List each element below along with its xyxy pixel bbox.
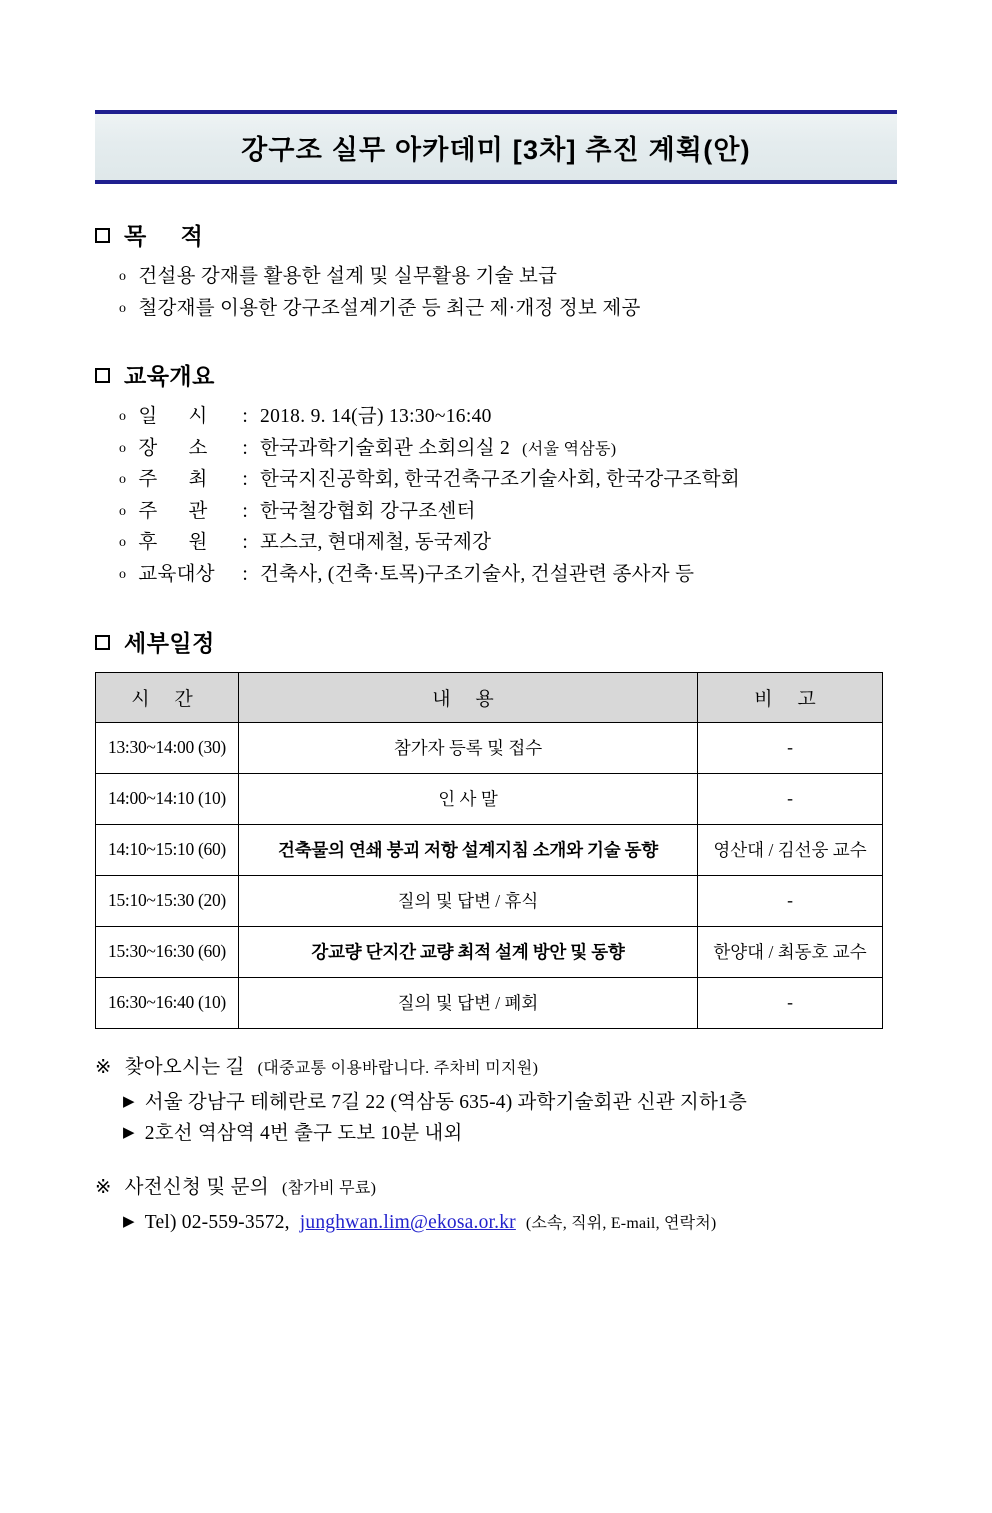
cell-content: 건축물의 연쇄 붕괴 저항 설계지침 소개와 기술 동향 bbox=[239, 824, 698, 875]
circle-bullet-icon: ο bbox=[119, 300, 127, 316]
overview-value: 2018. 9. 14(금) 13:30~16:40 bbox=[260, 406, 492, 428]
directions-title: 찾아오시는 길 bbox=[124, 1056, 245, 1078]
section-overview-heading bbox=[95, 358, 897, 391]
overview-label: 교육대상 bbox=[138, 564, 215, 586]
list-item bbox=[119, 293, 897, 325]
overview-separator: : bbox=[242, 406, 249, 428]
directions-heading bbox=[95, 1051, 897, 1079]
purpose-item-text: 철강재를 이용한 강구조설계기준 등 최근 제·개정 정보 제공 bbox=[138, 297, 641, 319]
cell-remark: 한양대 / 최동호 교수 bbox=[698, 926, 883, 977]
cell-time: 15:30~16:30 (60) bbox=[96, 926, 239, 977]
cell-content: 강교량 단지간 교량 최적 설계 방안 및 동향 bbox=[239, 926, 698, 977]
square-bullet-icon bbox=[95, 635, 110, 650]
overview-separator: : bbox=[242, 469, 249, 491]
section-purpose-title: 목 적 bbox=[124, 223, 217, 249]
cell-content: 질의 및 답변 / 휴식 bbox=[239, 875, 698, 926]
overview-label: 장 소 bbox=[138, 437, 208, 459]
contact-list bbox=[95, 1207, 897, 1238]
cell-content: 참가자 등록 및 접수 bbox=[239, 722, 698, 773]
overview-value: 포스코, 현대제철, 동국제강 bbox=[260, 532, 492, 554]
section-schedule-heading bbox=[95, 625, 897, 658]
directions-item-text: 서울 강남구 테헤란로 7길 22 (역삼동 635-4) 과학기술회관 신관 지하1층 bbox=[144, 1091, 747, 1113]
cell-time: 15:10~15:30 (20) bbox=[96, 875, 239, 926]
overview-value: 한국지진공학회, 한국건축구조기술사회, 한국강구조학회 bbox=[260, 469, 741, 491]
section-overview bbox=[95, 358, 897, 590]
square-bullet-icon bbox=[95, 228, 110, 243]
section-schedule-title: 세부일정 bbox=[124, 629, 215, 656]
overview-value: 건축사, (건축·토목)구조기술사, 건설관련 종사자 등 bbox=[260, 564, 695, 586]
overview-note: (서울 역삼동) bbox=[522, 440, 617, 458]
section-schedule bbox=[95, 625, 897, 1029]
purpose-item-text: 건설용 강재를 활용한 설계 및 실무활용 기술 보급 bbox=[138, 266, 558, 287]
list-item bbox=[119, 401, 897, 433]
contact-heading bbox=[95, 1171, 897, 1199]
list-item bbox=[119, 496, 897, 528]
list-item bbox=[119, 261, 897, 293]
contact-suffix: (소속, 직위, E-mail, 연락처) bbox=[525, 1215, 717, 1232]
cell-remark: 영산대 / 김선웅 교수 bbox=[698, 824, 883, 875]
column-header-content: 내 용 bbox=[239, 672, 698, 722]
overview-value: 한국철강협회 강구조센터 bbox=[260, 500, 476, 522]
column-header-remark: 비 고 bbox=[698, 672, 883, 722]
cell-time: 13:30~14:00 (30) bbox=[96, 722, 239, 773]
circle-bullet-icon: ο bbox=[119, 503, 127, 519]
overview-label: 주 관 bbox=[138, 500, 208, 522]
table-row bbox=[96, 773, 883, 824]
section-purpose bbox=[95, 218, 897, 324]
contact-tel: Tel) 02-559-3572, bbox=[144, 1212, 290, 1233]
list-item bbox=[123, 1118, 897, 1149]
overview-separator: : bbox=[242, 532, 249, 554]
cell-remark: - bbox=[698, 875, 883, 926]
cell-time: 14:00~14:10 (10) bbox=[96, 773, 239, 824]
cell-content: 질의 및 답변 / 폐회 bbox=[239, 977, 698, 1028]
purpose-list bbox=[95, 261, 897, 324]
overview-value: 한국과학기술회관 소회의실 2 bbox=[260, 437, 511, 459]
overview-separator: : bbox=[242, 500, 249, 522]
table-header-row bbox=[96, 672, 883, 722]
cell-remark: - bbox=[698, 773, 883, 824]
overview-separator: : bbox=[242, 564, 249, 586]
directions-note: (대중교통 이용바랍니다. 주차비 미지원) bbox=[257, 1059, 539, 1077]
cell-time: 14:10~15:10 (60) bbox=[96, 824, 239, 875]
circle-bullet-icon: ο bbox=[119, 409, 127, 425]
document-page bbox=[0, 110, 992, 1513]
cell-content: 인 사 말 bbox=[239, 773, 698, 824]
document-title-banner bbox=[95, 110, 897, 184]
cell-remark: - bbox=[698, 977, 883, 1028]
list-item bbox=[119, 527, 897, 559]
table-row bbox=[96, 722, 883, 773]
reference-mark-icon: ※ bbox=[95, 1177, 112, 1198]
list-item bbox=[119, 559, 897, 591]
column-header-time: 시 간 bbox=[96, 672, 239, 722]
section-contact bbox=[95, 1171, 897, 1238]
cell-time: 16:30~16:40 (10) bbox=[96, 977, 239, 1028]
section-purpose-heading bbox=[95, 218, 897, 251]
cell-remark: - bbox=[698, 722, 883, 773]
circle-bullet-icon: ο bbox=[119, 567, 127, 583]
overview-separator: : bbox=[242, 437, 249, 459]
circle-bullet-icon: ο bbox=[119, 535, 127, 551]
list-item bbox=[119, 464, 897, 496]
directions-item-text: 2호선 역삼역 4번 출구 도보 10분 내외 bbox=[144, 1122, 463, 1144]
overview-list bbox=[95, 401, 897, 590]
contact-email-link[interactable]: junghwan.lim@ekosa.or.kr bbox=[299, 1212, 516, 1233]
triangle-bullet-icon: ▶ bbox=[123, 1093, 135, 1110]
schedule-table bbox=[95, 672, 883, 1029]
table-row bbox=[96, 875, 883, 926]
circle-bullet-icon: ο bbox=[119, 472, 127, 488]
triangle-bullet-icon: ▶ bbox=[123, 1214, 135, 1230]
directions-list bbox=[95, 1087, 897, 1149]
reference-mark-icon: ※ bbox=[95, 1056, 112, 1078]
section-overview-title: 교육개요 bbox=[124, 363, 215, 390]
table-row bbox=[96, 824, 883, 875]
contact-note: (참가비 무료) bbox=[281, 1180, 377, 1197]
circle-bullet-icon: ο bbox=[119, 440, 127, 456]
square-bullet-icon bbox=[95, 368, 110, 383]
list-item bbox=[119, 433, 897, 465]
overview-label: 주 최 bbox=[138, 469, 208, 491]
table-row bbox=[96, 977, 883, 1028]
page-title: 강구조 실무 아카데미 [3차] 추진 계획(안) bbox=[241, 134, 751, 165]
list-item bbox=[123, 1207, 897, 1238]
overview-label: 후 원 bbox=[138, 532, 208, 554]
table-row bbox=[96, 926, 883, 977]
list-item bbox=[123, 1087, 897, 1118]
triangle-bullet-icon: ▶ bbox=[123, 1124, 135, 1141]
section-directions bbox=[95, 1051, 897, 1149]
overview-label: 일 시 bbox=[138, 406, 208, 428]
circle-bullet-icon: ο bbox=[119, 269, 127, 284]
contact-title: 사전신청 및 문의 bbox=[124, 1177, 269, 1198]
